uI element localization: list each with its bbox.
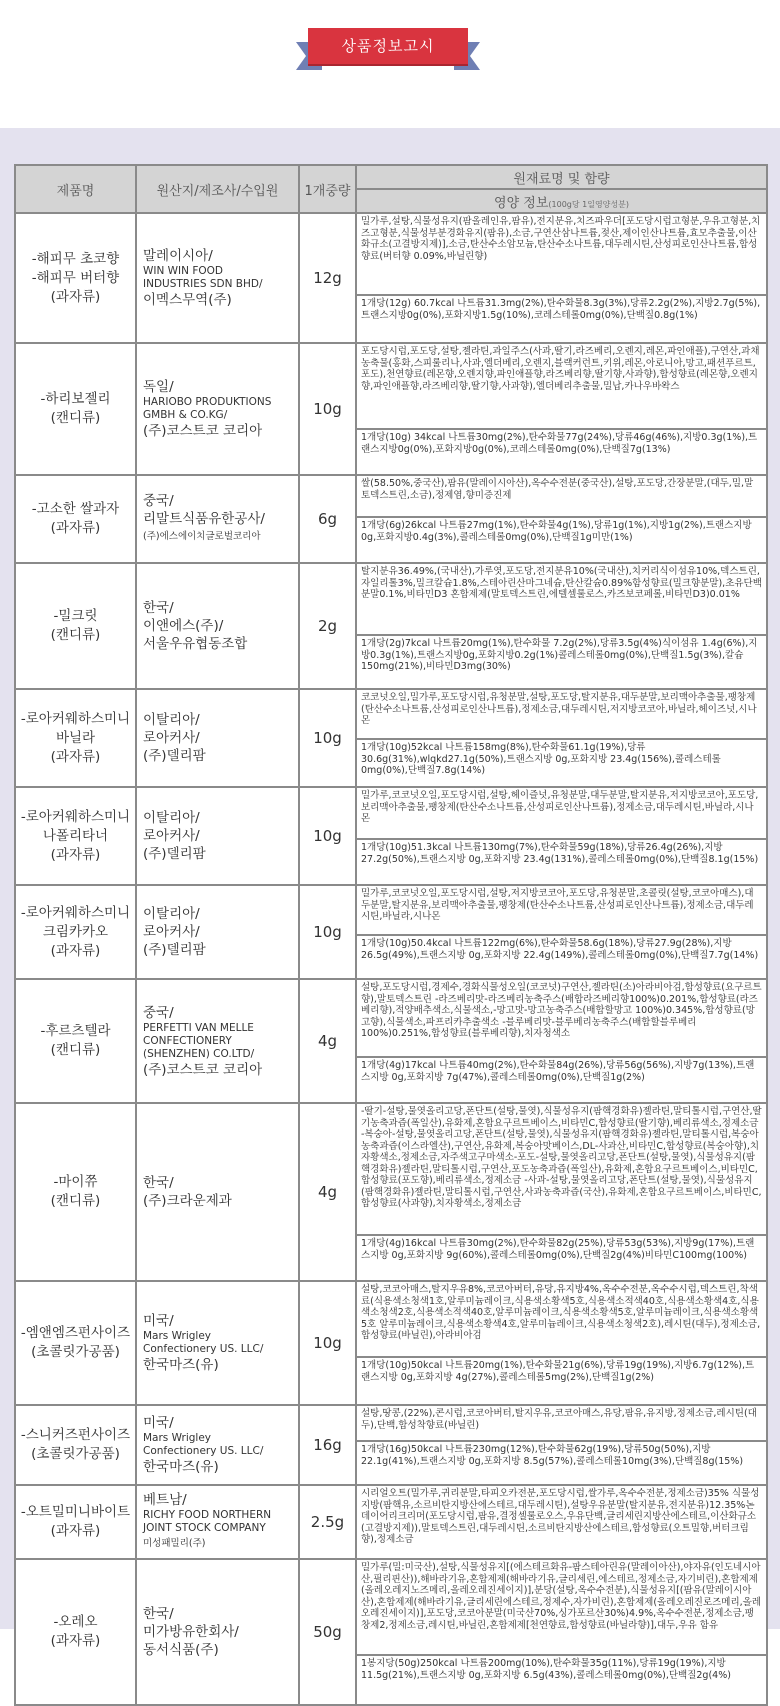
origin-line: PERFETTI VAN MELLE: [143, 1021, 254, 1034]
nutrition-cell: 1개당(12g) 60.7kcal 나트륨31.3mg(2%),탄수화물8.3g(3%),당류2.2g(2%),지방2.7g(5%),트랜스지방0g(0%),포화지방1.5g(10%),코레스테롤0mg(0%),단백질0.8g(1%): [356, 295, 767, 343]
origin-line: 한국/: [143, 1606, 174, 1622]
nutrition-cell: 1개당(6g)26kcal 나트륨27mg(1%),탄수화물4g(1%),당류1g(1%),지방1g(2%),트랜스지방0g,포화지방0.4g(3%),콜레스테롤0mg(0%),단백질1g미만(1%): [356, 517, 767, 563]
nutrition-cell: 1개당(10g)51.3kcal 나트륨130mg(7%),탄수화물59g(18%),당류26.4g(26%),지방27.2g(50%),트랜스지방 0g,포화지방 23.4g(131%),콜레스테롤0mg(0%),단백질8.1g(15%): [356, 839, 767, 885]
origin-line: INDUSTRIES SDN BHD/: [143, 278, 263, 290]
origin-line: GMBH & CO.KG/: [143, 409, 228, 421]
origin-line: 중국/: [143, 493, 174, 509]
origin-line: 미국/: [143, 1415, 174, 1431]
table-row: [15, 213, 767, 295]
origin-line: 한국/: [143, 1175, 174, 1191]
origin-line: 한국마즈(유): [143, 1459, 219, 1475]
origin-line: 베트남/: [143, 1492, 187, 1508]
unit-weight-cell: 6g: [299, 475, 356, 563]
product-name-line: -로아커웨하스미니: [20, 808, 131, 825]
product-name-cell: [15, 787, 136, 885]
origin-cell: [136, 1281, 299, 1405]
unit-weight-cell: 50g: [299, 1559, 356, 1705]
origin-line: Confectionery US. LLC/: [143, 1343, 264, 1355]
table-row: [15, 1559, 767, 1655]
product-name-line: -해피무 버터향: [31, 269, 120, 286]
ingredients-cell: 쌀(58.50%,중국산),팜유(말레이시아산),옥수수전분(중국산),설탕,포도당,간장분말,(대두,밀,말토덱스트린,소금),정제염,향미증진제: [356, 475, 767, 517]
table-row: [15, 1103, 767, 1235]
product-name-line: (캔디류): [50, 1042, 101, 1058]
origin-cell: [136, 1103, 299, 1281]
ingredients-cell: 설탕,포도당시럽,경제수,경화식물성오일(코코넛)구연산,젤라틴(소)아라비아검,합성향료(요구르트향),말토덱스트린 -라즈베리맛-라즈베리농축주스(배합라즈베리향100%)0.201%,합성향료(라즈베리향),적양배추색소,식물색소,-망고맛-망고농축주스(배합할망고 100%)0.345%,합성향료(망고향),식물색소,파프리카추출색소 -블루베리맛-블루베리농축주스(배합할블루베리100%)0.251%,합성향료(블루베리향),치자청색소: [356, 979, 767, 1057]
origin-line: Mars Wrigley: [143, 1330, 212, 1342]
table-row: [15, 1485, 767, 1559]
origin-line: 이멕스무역(주): [143, 292, 232, 308]
product-name-cell: [15, 213, 136, 343]
ingredients-cell: 코코넛오일,밀가루,포도당시럽,유청분말,설탕,포도당,탈지분유,대두분말,보리맥아추출물,팽창제(탄산수소나트륨,산성피로인산나트륨),정제소금,대두레시틴,저지방코코아,바닐라,헤이즈넛,시나몬: [356, 689, 767, 739]
product-name-line: (과자류): [50, 748, 101, 765]
nutrition-cell: 1개당(16g)50kcal 나트륨230mg(12%),탄수화물62g(19%),당류50g(50%),지방22.1g(41%),트랜스지방 0g,포화지방 8.5g(57%),콜레스테롤10mg(3%),단백질8g(15%): [356, 1441, 767, 1485]
nutrition-cell: 1개당(10g)52kcal 나트륨158mg(8%),탄수화물61.1g(19%),당류30.6g(31%),wlqkd27.1g(50%),트랜스지방 0g,포화지방 23.4g(156%),콜레스테롤0mg(0%),단백질7.8g(14%): [356, 739, 767, 787]
product-name-cell: [15, 689, 136, 787]
product-name-line: (과자류): [50, 846, 101, 863]
product-name-line: (과자류): [50, 520, 101, 536]
product-name-line: -밀크릿: [53, 608, 98, 624]
header-origin: 원산지/제조사/수입원: [136, 165, 299, 213]
product-name-line: (과자류): [50, 1523, 101, 1539]
unit-weight-cell: 10g: [299, 689, 356, 787]
unit-weight-cell: 2.5g: [299, 1485, 356, 1559]
origin-cell: [136, 787, 299, 885]
table-row: [15, 1405, 767, 1441]
origin-line: HARIOBO PRODUKTIONS: [143, 396, 272, 408]
origin-cell: [136, 885, 299, 979]
origin-line: (SHENZHEN) CO.LTD/: [143, 1047, 255, 1060]
origin-cell: [136, 689, 299, 787]
table-row: [15, 343, 767, 429]
origin-line: 로아커사/: [143, 924, 200, 940]
product-name-line: (캔디류): [50, 1193, 101, 1209]
origin-line: 이탈리아/: [143, 712, 200, 728]
ingredients-cell: 설탕,코코아매스,탈지우유8%,코코아버터,유당,유지방4%,옥수수전분,옥수수시럽,덱스트린,착색료(식용색소청색1호,알루미늄레이크,식용색소황색5호,식용색소적색40호,식용색소황색4호,식용색소청색2호,식용색소적색40호,알루미늄레이크,식용색소황색5호,알루미늄레이크,식용색소황색5호 알루미늄레이크,식용색소황색4호,알루미늄레이크,식용색소청색2호),레시틴(대두),정제소금,합성향료(바닐린),아라비아검: [356, 1281, 767, 1357]
origin-line: (주)코스트코 코리아: [143, 1061, 263, 1078]
origin-line: 미성패밀리(주): [143, 1538, 206, 1549]
product-name-line: -로아커웨하스미니: [20, 904, 131, 921]
product-name-cell: [15, 1559, 136, 1705]
origin-line: 리말트식품유한공사/: [143, 511, 265, 527]
table-row: [15, 689, 767, 739]
product-name-cell: [15, 885, 136, 979]
product-name-line: -오트밀미니바이트: [20, 1504, 131, 1520]
origin-line: 로아커사/: [143, 828, 200, 844]
origin-cell: [136, 1559, 299, 1705]
product-name-line: (과자류): [50, 1633, 101, 1649]
product-name-cell: [15, 563, 136, 689]
origin-line: (주)에스에이치글로벌코리아: [143, 531, 261, 542]
unit-weight-cell: 12g: [299, 213, 356, 343]
origin-line: 독일/: [143, 379, 174, 395]
unit-weight-cell: 4g: [299, 1103, 356, 1281]
ingredients-cell: 밀가루,코코넛오일,포도당시럽,설탕,헤이즐넛,유청분말,대두분말,탈지분유,저지방코코아,포도당,보리맥아추출물,팽창제(탄산수소나트륨,산성피로인산나트륨),정제소금,대두레시틴,바닐라,시나몬: [356, 787, 767, 839]
ingredients-cell: 밀가루,설탕,식물성유지(팜올레인유,팜유),전지분유,치즈파우더[포도당시럽고형분,우유고형분,치즈고형분,식물성부분경화유지(팜유),소금,구연산삼나트륨,젖산,제이인산나트륨,효모추출물,이산화규소(고결방지제)],소금,탄산수소암모늄,탄산수소나트륨,대두레시틴,산성피로인산나트륨,합성향료(버터향 0.09%,바닐린향): [356, 213, 767, 295]
product-name-cell: [15, 343, 136, 475]
origin-line: 중국/: [143, 1004, 174, 1021]
top-area: [0, 0, 780, 128]
product-name-line: (과자류): [50, 288, 101, 305]
product-name-line: -오레오: [53, 1614, 98, 1630]
table-row: [15, 787, 767, 839]
product-name-line: -해피무 초코향: [31, 250, 120, 267]
nutrition-cell: 1개당(10g)50kcal 나트륨20mg(1%),탄수화물21g(6%),당류19g(19%),지방6.7g(12%),트랜스지방 0g,포화지방 4g(27%),콜레스테롤5mg(2%),단백질1g(2%): [356, 1357, 767, 1405]
origin-cell: [136, 213, 299, 343]
origin-cell: [136, 979, 299, 1103]
unit-weight-cell: 10g: [299, 343, 356, 475]
origin-line: (주)델리팜: [143, 748, 206, 764]
origin-line: 말레이시아/: [143, 248, 213, 264]
ingredients-cell: 설탕,땅콩,(22%),콘시럽,코코아버터,탈지우유,코코아매스,유당,팜유,유지방,정제소금,레시틴(대두),단백,합성착향료(바닐린): [356, 1405, 767, 1441]
table-row: [15, 885, 767, 935]
unit-weight-cell: 10g: [299, 885, 356, 979]
product-name-line: 나폴리타너: [42, 827, 109, 844]
product-name-line: -마이쮸: [53, 1174, 98, 1190]
product-name-line: -엠앤엠즈펀사이즈: [20, 1325, 131, 1341]
ingredients-cell: 밀가루,코코넛오일,포도당시럽,설탕,저지방코코아,포도당,유청분말,초콜릿(설탕,코코아매스),대두분말,탈지분유,보리맥아추출물,팽창제(탄산수소나트륨,산성피로인산나트륨),정제소금,대두레시틴,바닐라,시나몬: [356, 885, 767, 935]
product-name-line: -로아커웨하스미니: [20, 710, 131, 727]
origin-line: 미가방유한회사/: [143, 1624, 239, 1640]
origin-line: 동서식품(주): [143, 1642, 219, 1658]
header-nutrition-note: (100g당 1일영양성분): [548, 199, 629, 209]
product-name-line: 크림카카오: [42, 923, 109, 940]
product-name-cell: [15, 1485, 136, 1559]
product-name-line: (초콜릿가공품): [31, 1344, 120, 1360]
origin-line: 이탈리아/: [143, 906, 200, 922]
origin-line: 로아커사/: [143, 730, 200, 746]
product-name-cell: [15, 1281, 136, 1405]
ingredients-cell: 포도당시럽,포도당,설탕,젤라틴,과일주스(사과,딸기,라즈베리,오렌지,레몬,파인애플),구연산,과채농축물(홍화,스피룰리나,사과,엘더베리,오렌지,블랙커런트,키위,레몬,아로니아,망고,패션푸르트,포도),천연향료(레몬향,오렌지향,파인애플향,라즈베리향,딸기향,사과향),합성향료(레몬향,오렌지향,파인애플향,라즈베리향,딸기향,사과향),엘더베리추출물,밀납,카나우바왁스: [356, 343, 767, 429]
product-name-line: 바닐라: [55, 729, 96, 746]
product-name-line: (캔디류): [50, 627, 101, 643]
origin-cell: [136, 563, 299, 689]
origin-line: 미국/: [143, 1313, 174, 1329]
product-name-line: -하리보젤리: [40, 391, 111, 407]
product-name-line: (과자류): [50, 942, 101, 959]
product-info-table: [14, 164, 768, 1706]
ingredients-cell: 시리얼오트(밀가루,귀리분말,타피오카전분,포도당시럽,쌀가루,옥수수전분,정제소금)35% 식물성지방(팜핵유,소르비탄지방산에스테르,대두레시틴),설탕우유분말(탈지분유,전지분유)12.35%논데이어리크리머(포도당시럽,팜유,결정셀룰로오스,우유단백,글리세린지방산에스테르,이산화규소(고결방지제)),말토덱스트린,대두레시틴,소르비탄지방산에스테르,합성향료(오트밀향,버터크림향),정제소금: [356, 1485, 767, 1559]
table-row: [15, 1281, 767, 1357]
product-name-cell: [15, 979, 136, 1103]
header-unit: 1개중량: [299, 165, 356, 213]
origin-line: 한국마즈(유): [143, 1357, 219, 1373]
nutrition-cell: 1개당(10g)50.4kcal 나트륨122mg(6%),탄수화물58.6g(18%),당류27.9g(28%),지방26.5g(49%),트랜스지방 0g,포화지방 22.4g(149%),콜레스테롤0mg(0%),단백질7.7g(14%): [356, 935, 767, 979]
origin-line: WIN WIN FOOD: [143, 265, 223, 277]
nutrition-cell: 1봉지당(50g)250kcal 나트륨200mg(10%),탄수화물35g(11%),당류19g(19%),지방11.5g(21%),트랜스지방 0g,포화지방 6.5g(43%),콜레스테롤0mg(0%),단백질2g(4%): [356, 1655, 767, 1705]
nutrition-cell: 1개당(4g)16kcal 나트륨30mg(2%),탄수화물82g(25%),당류53g(53%),지방9g(17%),트랜스지방 0g,포화지방 9g(60%),콜레스테롤0mg(0%),단백질2g(4%)비타민C100mg(100%): [356, 1235, 767, 1281]
unit-weight-cell: 4g: [299, 979, 356, 1103]
product-name-cell: [15, 1103, 136, 1281]
product-name-cell: [15, 1405, 136, 1485]
ingredients-cell: 탈지분유36.49%,(국내산),가루엿,포도당,전지분유10%(국내산),치커리식이섬유10%,덱스트린,자일리톨3%,밀크칼슘1.8%,스테아린산마그네슘,탄산칼슘0.89%함성향료(밀크향분말),초유단백분말0.1%,비타민D3 혼합제제(말토덱스트린,에텔셀룰로스,카즈보코페롤,비타민D3)0.01%: [356, 563, 767, 635]
unit-weight-cell: 10g: [299, 1281, 356, 1405]
origin-line: (주)델리팜: [143, 846, 206, 862]
nutrition-cell: 1개당(4g)17kcal 나트륨40mg(2%),탄수화물84g(26%),당류56g(56%),지방7g(13%),트랜스지방 0g,포화지방 7g(47%),콜레스테롤0mg(0%),단백질1g(2%): [356, 1057, 767, 1103]
origin-line: 한국/: [143, 600, 174, 616]
origin-line: (주)크라운제과: [143, 1193, 232, 1209]
product-name-line: (캔디류): [50, 410, 101, 426]
product-name-line: -고소한 쌀과자: [31, 501, 120, 517]
info-panel: [0, 128, 780, 1681]
header-product: 제품명: [15, 165, 136, 213]
nutrition-cell: 1개당(2g)7kcal 나트륨20mg(1%),탄수화물 7.2g(2%),당류3.5g(4%)식이섬유 1.4g(6%),지방0.3g(1%),트랜스지방0g,포화지방0.2g(1%)콜레스테롤0mg(0%),단백질1.5g(3%),칼슘 150mg(21%),비타민D3mg(30%): [356, 635, 767, 689]
ingredients-cell: 밀가루(밀:미국산),설탕,식물성유지[(에스테르화유-팜스테아린유(말레이아산),야자유(인도네시아산,필리핀산)),해바라기유,혼합제제(해바라기유,글리세린,에스테르,정제소금,자기비린),혼합제제(올레오레지노즈메리,올레오레진세이지)],분당(설탕,옥수수전분),식물성유지[(팜유(말레이시아산),혼합제제(해바라기유,글리세린에스테르,정제수,자가비린),혼합제제(올레오레진로즈메리,올레오레진세이지)],포도당,코코아분말(미국산70%,싱가포르산30%)4.9%,옥수수전분,정제소금,팽창제2,정제소금,레시틴,바닐린,혼합제제[천연향료,합성향료(바닐라향)],대두,우유 함유: [356, 1559, 767, 1655]
table-row: [15, 563, 767, 635]
header-nutrition: 영양 정보(100g당 1일영양성분): [356, 189, 767, 213]
unit-weight-cell: 2g: [299, 563, 356, 689]
table-row: [15, 979, 767, 1057]
ingredients-cell: -딸기-설탕,물엿올리고당,폰단트(설탕,물엿),식물성유지(팜핵경화유)젤라틴,말티톨시럽,구연산,딸기농축과즙(폭일산),유화제,혼합요구르트베이스,비타민C,합성향료(딸기향),베리류색소,정제소금 -복숭아-설탕,물엿올리고당,폰단트(설탕,물엿),식물성유지(팜핵경화유)젤라틴,말티톨시럽,복숭아농축과즙(이스라엘산),구연산,유화제,복숭아맛베이스,DL-사과산,비타민C,합성향료(복숭아향),치자황색소,정제소금,자주색고구마색소-포도-설탕,물엿올리고당,폰단트(설탕,물엿),식물성유지(팜핵경화유)젤라틴,말티톨시럽,구연산,포도농축과즙(폭일산),유화제,혼합요구르트베이스,비타민C,합성향료(포도향),베리류색소,정제소금 -사과-설탕,물엿올리고당,폰단트(설탕,물엿),식물성유지(팜핵경화유)젤라틴,말티톨시럽,구연산,사과농축과즙(국산),유화제,혼합요구르트베이스,비타민C,합성향료(사과향),치자황색소,정제소금: [356, 1103, 767, 1235]
origin-line: 서울우유협동조합: [143, 636, 248, 652]
origin-cell: [136, 475, 299, 563]
origin-line: JOINT STOCK COMPANY: [143, 1522, 266, 1534]
product-name-line: -스니커즈펀사이즈: [20, 1427, 131, 1443]
product-name-line: (초콜릿가공품): [31, 1446, 120, 1462]
origin-line: 이앤에스(주)/: [143, 618, 224, 634]
unit-weight-cell: 16g: [299, 1405, 356, 1485]
origin-line: Confectionery US. LLC/: [143, 1445, 264, 1457]
table-row: [15, 475, 767, 517]
nutrition-cell: 1개당(10g) 34kcal 나트륨30mg(2%),탄수화물77g(24%),당류46g(46%),지방0.3g(1%),트랜스지방0g(0%),포화지방0g(0%),코레스테롤0mg(0%),단백질7g(13%): [356, 429, 767, 475]
origin-line: (주)코스트코 코리아: [143, 423, 263, 439]
origin-line: (주)델리팜: [143, 942, 206, 958]
product-name-cell: [15, 475, 136, 563]
origin-line: CONFECTIONERY: [143, 1034, 232, 1047]
page-title: 상품정보고시: [308, 28, 468, 64]
origin-line: Mars Wrigley: [143, 1432, 212, 1444]
header-ingredients: 원재료명 및 함량: [356, 165, 767, 189]
origin-cell: [136, 1485, 299, 1559]
origin-cell: [136, 1405, 299, 1485]
origin-cell: [136, 343, 299, 475]
origin-line: 이탈리아/: [143, 810, 200, 826]
origin-line: RICHY FOOD NORTHERN: [143, 1509, 272, 1521]
title-ribbon: [308, 28, 468, 72]
unit-weight-cell: 10g: [299, 787, 356, 885]
product-name-line: -후르츠텔라: [40, 1023, 111, 1039]
